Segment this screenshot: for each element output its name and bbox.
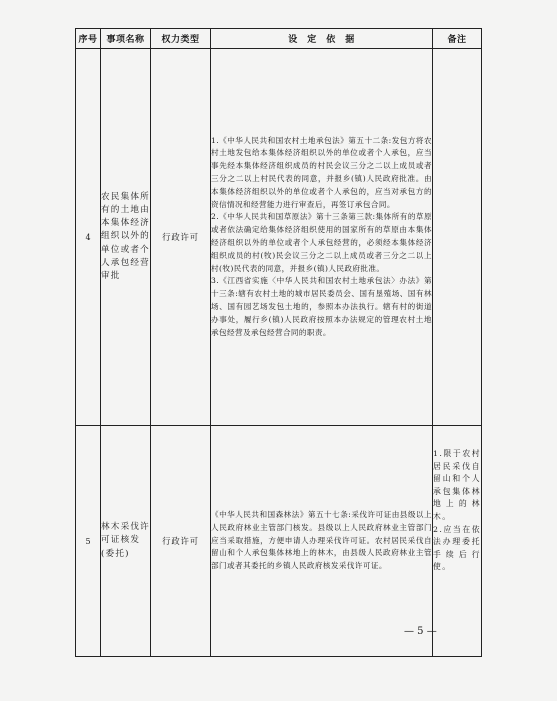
row-basis bbox=[211, 49, 433, 426]
header-power-type: 权力类型 bbox=[151, 29, 211, 49]
row-item-name: 农民集体所有的土地由本集体经济组织以外的单位或者个人承包经营审批 bbox=[101, 49, 151, 426]
header-basis: 设 定 依 据 bbox=[211, 29, 433, 49]
header-item-name: 事项名称 bbox=[101, 29, 151, 49]
header-seq: 序号 bbox=[76, 29, 101, 49]
row-item-name: 林木采伐许可证核发(委托) bbox=[101, 426, 151, 657]
basis-paragraph: 3.《江西省实施〈中华人民共和国农村土地承包法〉办法》第十三条:辖有农村土地的城市居民委员会、国有垦殖场、国有林场、国有园艺场发包土地的，参照本办法执行。辖有村的街道办事处，履行乡(镇)人民政府按照本办法规定的管理农村土地承包经营及承包经营合同的职责。 bbox=[211, 276, 432, 337]
basis-paragraph: 1.《中华人民共和国农村土地承包法》第五十二条:发包方将农村土地发包给本集体经济组织以外的单位或者个人承包，应当事先经本集体经济组织成员的村民会议三分之二以上成员或者三分之二以上村民代表的同意，并报乡(镇)人民政府批准。由本集体经济组织以外的单位或者个人承包的，应当对承包方的资信情况和经营能力进行审查后，再签订承包合同。 bbox=[211, 135, 432, 209]
authority-list-table bbox=[75, 28, 482, 657]
row-seq: 4 bbox=[76, 49, 101, 426]
header-note: 备注 bbox=[433, 29, 482, 49]
basis-paragraph: 2.《中华人民共和国草原法》第十三条第三款:集体所有的草原或者依法确定给集体经济组织使用的国家所有的草原由本集体经济组织以外的单位或者个人承包经营的，必须经本集体经济组织成员的村(牧)民会议三分之二以上成员或者三分之二以上村(牧)民代表的同意，并报乡(镇)人民政府批准。 bbox=[211, 212, 432, 273]
row-note bbox=[433, 426, 482, 657]
table-row bbox=[76, 49, 482, 426]
table-row bbox=[76, 426, 482, 657]
note-paragraph: 2.应当在依法办理委托手续后行使。 bbox=[433, 524, 481, 572]
row-power-type: 行政许可 bbox=[151, 426, 211, 657]
row-seq: 5 bbox=[76, 426, 101, 657]
page-number: — 5 — bbox=[404, 626, 437, 637]
table-header-row bbox=[76, 29, 482, 49]
row-power-type: 行政许可 bbox=[151, 49, 211, 426]
basis-paragraph: 《中华人民共和国森林法》第五十七条:采伐许可证由县级以上人民政府林业主管部门核发。县级以上人民政府林业主管部门应当采取措施，方便申请人办理采伐许可证。农村居民采伐自留山和个人承包集体林地上的林木，由县级人民政府林业主管部门或者其委托的乡镇人民政府核发采伐许可证。 bbox=[211, 510, 432, 571]
row-basis bbox=[211, 426, 433, 657]
row-note-empty bbox=[433, 49, 482, 426]
note-paragraph: 1.限于农村居民采伐自留山和个人承包集体林地上的林木。 bbox=[433, 449, 481, 521]
